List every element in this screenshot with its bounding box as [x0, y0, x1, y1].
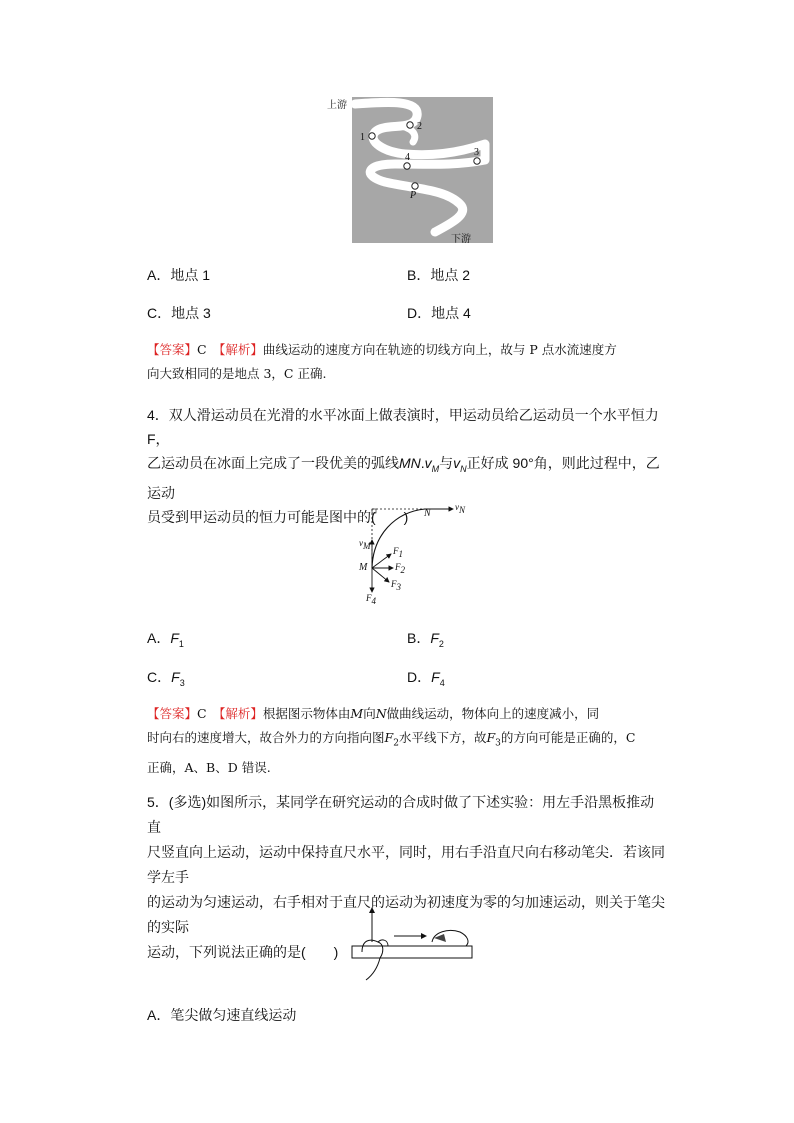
- analysis-text: 根据图示物体由: [262, 706, 351, 721]
- q4-line2: [147, 451, 667, 505]
- option-text: 地点 4: [431, 305, 471, 321]
- option-text: 地点 1: [170, 267, 211, 283]
- q5-line1: 5．(多选)如图所示，某同学在研究运动的合成时做了下述实验：用左手沿黑板推动直: [147, 794, 655, 835]
- sub: 2: [400, 564, 405, 575]
- option-letter: D．: [407, 669, 432, 685]
- analysis-text: 做曲线运动，物体向上的速度减小，同: [386, 706, 600, 721]
- analysis-tag: 【解析】: [219, 342, 263, 357]
- option-symbol: F: [431, 669, 440, 685]
- option-letter: A．: [147, 1007, 171, 1023]
- f3-label: [391, 579, 401, 592]
- q5-option-a[interactable]: [147, 1005, 296, 1025]
- q4-option-b[interactable]: [407, 628, 444, 649]
- v: v: [455, 502, 459, 512]
- q4-option-d[interactable]: [407, 667, 445, 688]
- f-symbol: F: [486, 730, 496, 745]
- right-angle: [372, 509, 376, 513]
- q4-answer-line2: [147, 726, 667, 756]
- sub: M: [363, 540, 371, 551]
- option-letter: C．: [147, 305, 172, 321]
- n-label: N: [424, 508, 431, 519]
- dot: .: [420, 455, 425, 471]
- point-2-marker: [407, 122, 413, 128]
- arc-mn: [372, 509, 425, 568]
- vn-sub: N: [460, 463, 467, 474]
- vm-label: [359, 538, 371, 551]
- answer-value: C: [197, 342, 207, 357]
- q3-option-a[interactable]: [147, 265, 210, 285]
- q4-line3: 员受到甲运动员的恒力可能是图中的( ): [147, 508, 409, 525]
- mn-symbol: MN: [399, 455, 421, 471]
- sub: 1: [398, 548, 403, 559]
- option-sub: 2: [438, 638, 444, 649]
- ruler-diagram: [348, 902, 478, 984]
- answer-tag: 【答案】: [147, 706, 198, 721]
- option-letter: A．: [147, 630, 171, 646]
- q3-answer: [147, 338, 667, 386]
- option-text: 地点 3: [171, 305, 211, 321]
- force-figure: [355, 500, 475, 605]
- vm-symbol: v: [424, 455, 432, 471]
- option-text: 地点 2: [430, 267, 471, 283]
- option-sub: 4: [439, 677, 445, 688]
- option-letter: B．: [407, 630, 431, 646]
- q3-option-d[interactable]: [407, 303, 471, 323]
- analysis-tag: 【解析】: [219, 706, 263, 721]
- analysis-text: 时向右的速度增大，故合外力的方向指向图: [147, 730, 385, 745]
- vn-symbol: v: [453, 455, 461, 471]
- analysis-text: 曲线运动的速度方向在轨迹的切线方向上，故与 P 点水流速度方: [262, 342, 617, 357]
- sub: 3: [396, 581, 401, 592]
- sub: 4: [371, 595, 376, 606]
- q4-answer: [147, 702, 667, 780]
- analysis-text: 的方向可能是正确的，C: [500, 730, 636, 745]
- point-p-marker: [412, 183, 418, 189]
- m-label: M: [359, 562, 368, 573]
- option-symbol: F: [171, 669, 180, 685]
- river-figure: [325, 94, 495, 246]
- vm-sub: M: [431, 463, 440, 474]
- point-p-label: P: [410, 190, 417, 201]
- q5-line3: 的运动为匀速运动，右手相对于直尺的运动为初速度为零的匀加速运动，则关于笔尖的实际: [147, 894, 665, 935]
- q4-option-c[interactable]: [147, 667, 185, 688]
- river-diagram: [325, 94, 495, 246]
- q3-option-c[interactable]: [147, 303, 211, 323]
- q4-answer-line1: [147, 702, 667, 726]
- f: F: [395, 562, 401, 572]
- point-3-marker: [474, 158, 480, 164]
- point-1-label: 1: [360, 132, 365, 143]
- f1-arrow: [372, 554, 391, 568]
- option-letter: C．: [147, 669, 172, 685]
- point-3-label: 3: [474, 147, 479, 158]
- option-symbol: F: [430, 630, 439, 646]
- option-sub: 3: [179, 677, 185, 688]
- q4-line1: 4．双人滑运动员在光滑的水平冰面上做表演时，甲运动员给乙运动员一个水平恒力 F，: [147, 407, 659, 447]
- f: F: [391, 579, 397, 589]
- point-4-label: 4: [405, 152, 410, 163]
- f: F: [393, 546, 399, 556]
- q4-option-a[interactable]: [147, 628, 184, 649]
- answer-value: C: [197, 706, 207, 721]
- v: v: [359, 538, 363, 548]
- q4-text: 与: [439, 455, 454, 471]
- ruler: [352, 946, 472, 958]
- option-sub: 1: [178, 638, 184, 649]
- q4-text: 乙运动员在冰面上完成了一段优美的弧线: [147, 455, 399, 471]
- m-symbol: M: [350, 706, 364, 721]
- analysis-text: 水平线下方，故: [398, 730, 487, 745]
- q3-answer-line2: 向大致相同的是地点 3，C 正确.: [147, 366, 327, 381]
- q4-text: 正好成 90°角，则此过程中，乙运动: [147, 455, 660, 501]
- q3-option-b[interactable]: [407, 265, 470, 285]
- vn-label: [455, 502, 465, 515]
- q4-answer-line3: 正确，A、B、D 错误.: [147, 759, 271, 775]
- point-1-marker: [369, 133, 375, 139]
- downstream-label: 下游: [451, 234, 471, 245]
- q5-line4: 运动，下列说法正确的是( ): [147, 944, 339, 960]
- f2-label: [395, 562, 405, 575]
- f4-label: [366, 593, 376, 606]
- point-2-label: 2: [417, 121, 422, 132]
- q3-answer-line1: [147, 338, 667, 362]
- option-letter: B．: [407, 267, 431, 283]
- option-letter: A．: [147, 267, 171, 283]
- f3-arrow: [372, 568, 389, 582]
- option-letter: D．: [407, 305, 432, 321]
- sub: N: [459, 504, 466, 515]
- analysis-text: 向: [363, 706, 376, 721]
- option-text: 笔尖做匀速直线运动: [170, 1007, 297, 1023]
- option-symbol: F: [170, 630, 179, 646]
- f1-label: [393, 546, 403, 559]
- point-4-marker: [404, 163, 410, 169]
- ruler-figure: [348, 902, 478, 984]
- f-symbol: F: [384, 730, 394, 745]
- answer-tag: 【答案】: [147, 342, 198, 357]
- q5-line2: 尺竖直向上运动，运动中保持直尺水平，同时，用右手沿直尺向右移动笔尖．若该同学左手: [147, 844, 665, 885]
- f-sub: 2: [393, 738, 399, 749]
- force-diagram: [355, 500, 475, 605]
- f: F: [366, 593, 372, 603]
- upstream-label: 上游: [327, 100, 347, 111]
- f-sub: 3: [495, 738, 501, 749]
- n-symbol: N: [375, 706, 387, 721]
